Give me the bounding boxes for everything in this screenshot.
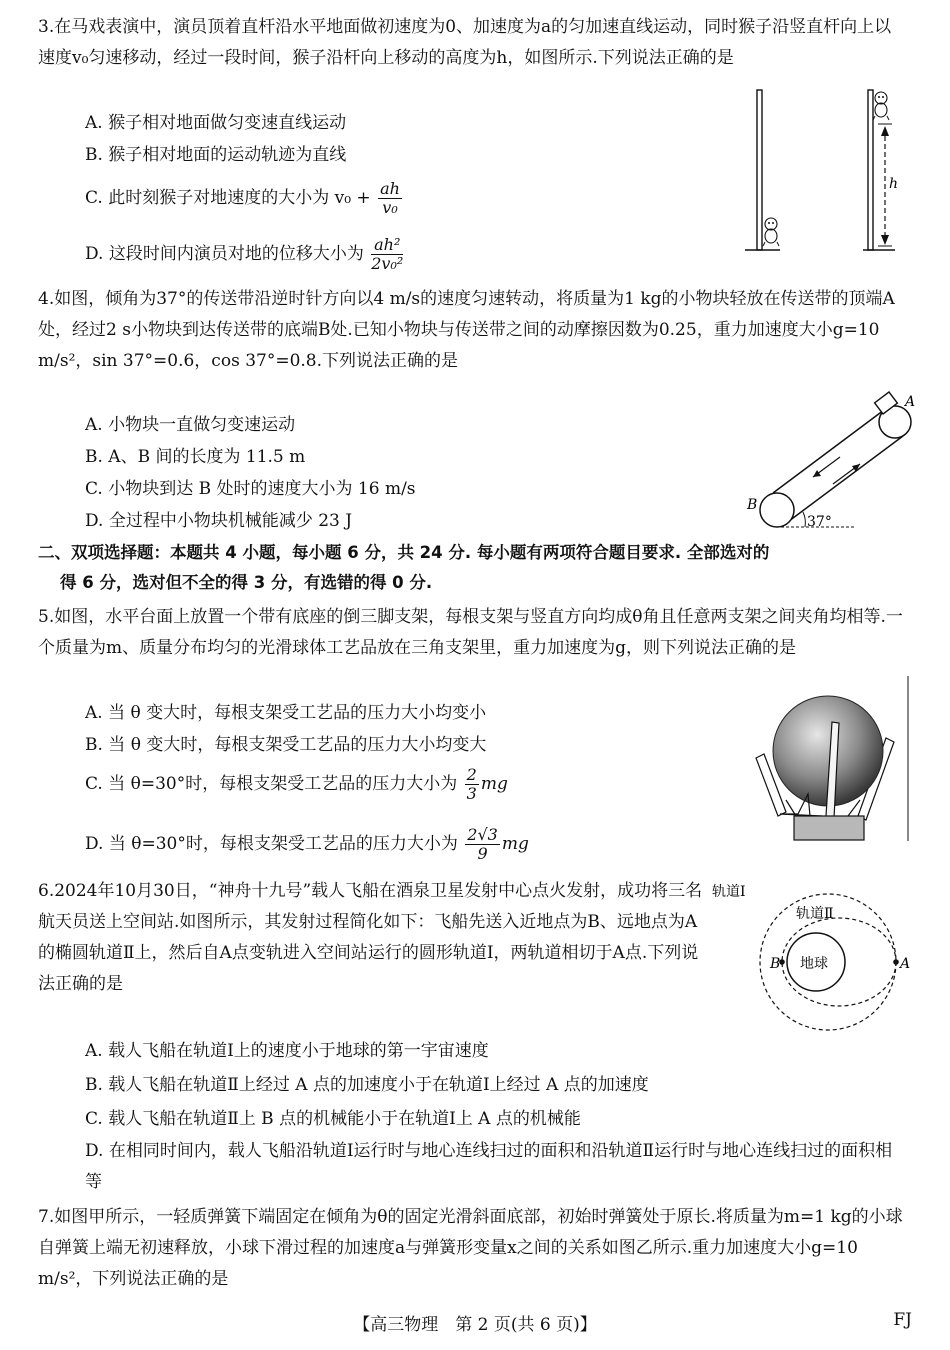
q6-figure-orbit-1-label: 轨道Ⅰ xyxy=(712,884,746,900)
q5-c-mg: mg xyxy=(480,774,508,794)
q5-d-denominator: 9 xyxy=(477,844,488,863)
q4-figure-angle-label: 37° xyxy=(807,514,832,530)
q6-figure-earth-label: 地球 xyxy=(800,956,828,972)
question-3-stem xyxy=(38,12,908,74)
q4-option-c: C. 小物块到达 B 处时的速度大小为 16 m/s xyxy=(85,479,416,499)
monkey-bottom-icon xyxy=(763,218,779,246)
q5-option-d xyxy=(85,826,529,863)
q3-option-d-fraction xyxy=(371,236,403,273)
q3-option-c-text: C. 此时刻猴子对地速度的大小为 v₀ + xyxy=(85,188,371,208)
question-7-stem xyxy=(38,1202,908,1295)
q5-option-d-fraction xyxy=(465,826,500,863)
q5-option-c-fraction xyxy=(465,766,479,803)
q4-stem-text: 4.如图，倾角为37°的传送带沿逆时针方向以4 m/s的速度匀速转动，将质量为1 kg的小物块轻放在传送带的顶端A处，经过2 s小物块到达传送带的底端B处.已知小物块与传送带之间的动摩擦因数为0.25，重力加速度大小g=10 m/s²，sin 37°=0.6，cos 37°=0.8.下列说法正确的是 xyxy=(38,289,895,371)
q6-figure-label-a: A xyxy=(900,956,911,972)
q3-option-b: B. 猴子相对地面的运动轨迹为直线 xyxy=(85,145,347,165)
q5-d-mg: mg xyxy=(501,834,529,854)
q3-stem-text: 3.在马戏表演中，演员顶着直杆沿水平地面做初速度为0、加速度为a的匀加速直线运动，同时猴子沿竖直杆向上以速度v₀匀速移动，经过一段时间，猴子沿杆向上移动的高度为h，如图所示.下列说法正确的是 xyxy=(38,17,892,68)
monkey-top-icon xyxy=(873,92,889,120)
q6-option-a: A. 载人飞船在轨道Ⅰ上的速度小于地球的第一宇宙速度 xyxy=(85,1041,489,1061)
q5-stem-text: 5.如图，水平台面上放置一个带有底座的倒三脚支架，每根支架与竖直方向均成θ角且任意两支架之间夹角均相等.一个质量为m、质量分布均匀的光滑球体工艺品放在三角支架里，重力加速度为g，则下列说法正确的是 xyxy=(38,607,903,658)
q5-c-denominator: 3 xyxy=(466,784,477,803)
question-5-stem xyxy=(38,602,908,664)
section-2-line-1: 二、双项选择题：本题共 4 小题，每小题 6 分，共 24 分. 每小题有两项符合题目要求. 全部选对的 xyxy=(38,543,770,562)
q4-option-d: D. 全过程中小物块机械能减少 23 J xyxy=(85,511,353,531)
q3-option-d-text: D. 这段时间内演员对地的位移大小为 xyxy=(85,244,364,264)
q3-d-denominator: 2v₀² xyxy=(371,254,404,273)
q5-figure-sphere-tripod xyxy=(750,676,910,844)
q6-figure-orbits xyxy=(708,876,918,1034)
q3-c-numerator: ah xyxy=(380,179,400,198)
q7-stem-text: 7.如图甲所示，一轻质弹簧下端固定在倾角为θ的固定光滑斜面底部，初始时弹簧处于原长.将质量为m=1 kg的小球自弹簧上端无初速释放，小球下滑过程的加速度a与弹簧形变量x之间的关系如图乙所示.重力加速度大小g=10 m/s²，下列说法正确的是 xyxy=(38,1207,903,1289)
q3-option-d xyxy=(85,236,405,273)
q5-option-d-text: D. 当 θ=30°时，每根支架受工艺品的压力大小为 xyxy=(85,834,458,854)
q3-option-c xyxy=(85,180,404,217)
q5-option-c-text: C. 当 θ=30°时，每根支架受工艺品的压力大小为 xyxy=(85,774,458,794)
q5-c-numerator: 2 xyxy=(466,765,477,784)
section-2-heading xyxy=(38,538,918,598)
q5-option-c xyxy=(85,766,508,803)
q3-option-c-fraction xyxy=(378,180,402,217)
q3-option-a: A. 猴子相对地面做匀变速直线运动 xyxy=(85,113,347,133)
question-6-stem xyxy=(38,876,703,1000)
question-4-stem xyxy=(38,284,908,377)
q6-option-b: B. 载人飞船在轨道Ⅱ上经过 A 点的加速度小于在轨道Ⅰ上经过 A 点的加速度 xyxy=(85,1075,649,1095)
q4-figure-conveyor-belt xyxy=(745,392,920,532)
q5-d-numerator: 2√3 xyxy=(467,825,498,844)
q4-figure-label-b: B xyxy=(747,497,758,513)
q5-option-b: B. 当 θ 变大时，每根支架受工艺品的压力大小均变大 xyxy=(85,735,487,755)
q3-d-numerator: ah² xyxy=(371,236,403,255)
q4-option-a: A. 小物块一直做匀变速运动 xyxy=(85,415,296,435)
page-footer xyxy=(0,1310,950,1335)
q4-option-b: B. A、B 间的长度为 11.5 m xyxy=(85,447,306,467)
q4-figure-label-a: A xyxy=(905,394,916,410)
section-2-line-2: 得 6 分，选对但不全的得 3 分，有选错的得 0 分. xyxy=(60,573,433,592)
q3-figure-pole-monkey xyxy=(745,88,905,253)
q6-figure-orbit-2-label: 轨道Ⅱ xyxy=(796,906,834,922)
q6-option-c: C. 载人飞船在轨道Ⅱ上 B 点的机械能小于在轨道Ⅰ上 A 点的机械能 xyxy=(85,1109,581,1129)
q3-figure-h-label: h xyxy=(889,176,899,192)
q3-c-denominator: v₀ xyxy=(382,198,398,217)
q6-stem-text: 6.2024年10月30日，“神舟十九号”载人飞船在酒泉卫星发射中心点火发射，成功将三名航天员送上空间站.如图所示，其发射过程简化如下：飞船先送入近地点为B、远地点为A的椭圆轨道Ⅱ上，然后自A点变轨进入空间站运行的圆形轨道Ⅰ，两轨道相切于A点.下列说法正确的是 xyxy=(38,881,703,994)
q6-option-d xyxy=(85,1136,907,1198)
q6-option-d-text: D. 在相同时间内，载人飞船沿轨道Ⅰ运行时与地心连线扫过的面积和沿轨道Ⅱ运行时与地心连线扫过的面积相等 xyxy=(85,1141,893,1192)
q6-figure-label-b: B xyxy=(770,956,781,972)
q5-option-a: A. 当 θ 变大时，每根支架受工艺品的压力大小均变小 xyxy=(85,703,487,723)
footer-page-info: 【高三物理 第 2 页(共 6 页)】 xyxy=(353,1315,597,1335)
footer-code: FJ xyxy=(893,1310,912,1330)
